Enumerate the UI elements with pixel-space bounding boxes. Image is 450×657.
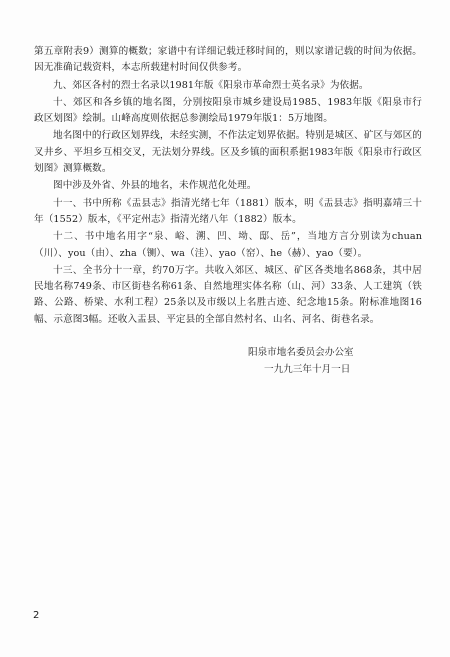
paragraph-continuation: 第五章附表9）测算的概数；家谱中有详细记载迁移时间的，则以家谱记载的时间为依据。因无准确记载资料，本志所载建村时间仅供参考。	[34, 46, 422, 74]
body-text	[34, 44, 422, 329]
paragraph-item-13: 十三、全书分十一章，约70万字。共收入郊区、城区、矿区各类地名868条，其中居民地名称749条、市区街巷名称61条、自然地理实体名称（山、河）33条、人工建筑（铁路、公路、桥梁、水利工程）25条以及市级以上名胜古迹、纪念地15条。附标准地图16幅、示意图3幅。还收入盂县、平定县的全部自然村名、山名、河名、街巷名录。	[34, 264, 422, 325]
signature-organization: 阳泉市地名委员会办公室	[248, 347, 354, 358]
signature-date: 一九九三年十月一日	[264, 364, 351, 375]
signature-block	[248, 344, 418, 378]
paragraph-item-11: 十一、书中所称《盂县志》指清光绪七年（1881）版本，明《盂县志》指明嘉靖三十年（1552）版本，《平定州志》指清光绪八年（1882）版本。	[34, 197, 422, 225]
paragraph-item-9: 九、郊区各村的烈士名录以1981年版《阳泉市革命烈士英名录》为依据。	[53, 79, 369, 91]
paragraph-item-10: 十、郊区和各乡镇的地名图，分别按阳泉市城乡建设局1985、1983年版《阳泉市行政区划图》绘制。山峰高度则依据总参测绘局1979年版1：5万地图。	[34, 96, 422, 125]
page-number: 2	[33, 610, 40, 621]
paragraph-map-boundaries: 地名图中的行政区划界线，未经实测，不作法定划界依据。特别是城区、矿区与郊区的叉井乡、平坦乡互相交叉，无法划分界线。区及乡镇的面积系据1983年版《阳泉市行政区划图》测算概数。	[34, 130, 422, 175]
paragraph-external-names: 图中涉及外省、外县的地名，未作规范化处理。	[53, 180, 257, 192]
paragraph-item-12: 十二、书中地名用字“泉、峪、溯、凹、坳、邸、岳”，当地方言分别读为chuan（川）、you（由）、zha（铡）、wa（洼）、yao（窑）、he（赫）、yao（要）。	[34, 231, 422, 259]
